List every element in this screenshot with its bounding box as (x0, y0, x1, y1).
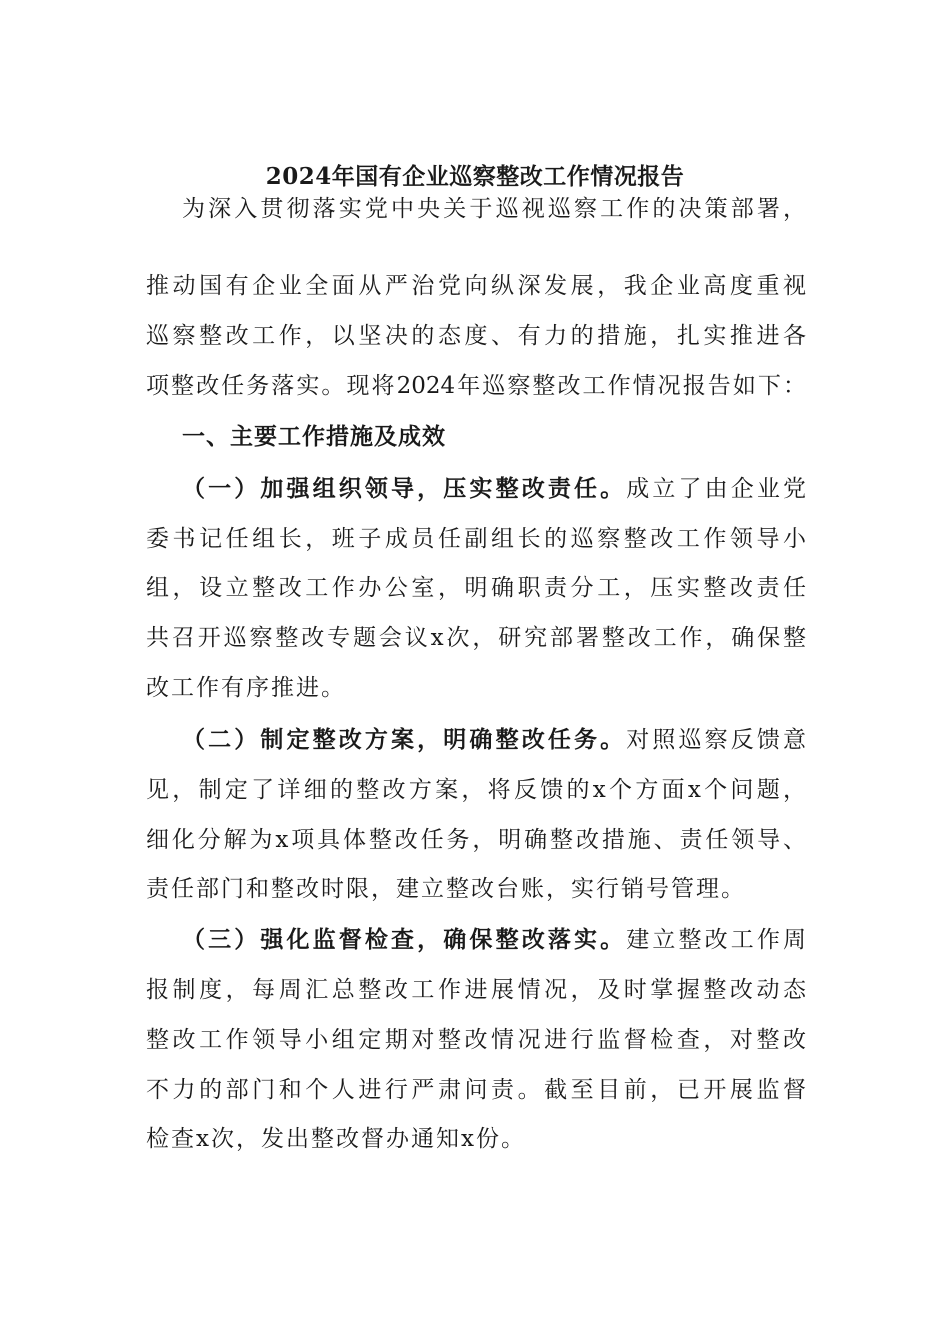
item3-line-3: 整改工作领导小组定期对整改情况进行监督检查，对整改 (146, 1027, 806, 1053)
item3-first-line (182, 918, 806, 962)
item3-lead: （三）强化监督检查，确保整改落实。 (182, 926, 627, 953)
item2-lead: （二）制定整改方案，明确整改任务。 (182, 726, 627, 753)
item1-first-text: 成立了由企业党 (626, 476, 807, 502)
item2-line-4: 责任部门和整改时限，建立整改台账，实行销号管理。 (146, 876, 746, 902)
item2-first-text: 对照巡察反馈意 (626, 727, 807, 753)
intro-line-2: 推动国有企业全面从严治党向纵深发展，我企业高度重视 (146, 273, 806, 299)
document-title: 2024年国有企业巡察整改工作情况报告 (265, 163, 685, 190)
item2-line-3: 细化分解为x项具体整改任务，明确整改措施、责任领导、 (146, 827, 806, 853)
item3-line-4: 不力的部门和个人进行严肃问责。截至目前，已开展监督 (146, 1077, 806, 1103)
item1-line-4: 共召开巡察整改专题会议x次，研究部署整改工作，确保整 (146, 625, 806, 651)
intro-line-1: 为深入贯彻落实党中央关于巡视巡察工作的决策部署， (182, 196, 806, 222)
item1-line-2: 委书记任组长，班子成员任副组长的巡察整改工作领导小 (146, 526, 806, 552)
section-heading: 一、主要工作措施及成效 (182, 423, 446, 450)
item3-line-5: 检查x次，发出整改督办通知x份。 (146, 1126, 526, 1152)
item1-lead: （一）加强组织领导，压实整改责任。 (182, 475, 627, 502)
item1-line-5: 改工作有序推进。 (146, 675, 346, 701)
item3-first-text: 建立整改工作周 (626, 927, 807, 953)
intro-line-4: 项整改任务落实。现将2024年巡察整改工作情况报告如下： (146, 373, 806, 399)
intro-line-3: 巡察整改工作，以坚决的态度、有力的措施，扎实推进各 (146, 323, 806, 349)
item1-first-line (182, 467, 806, 511)
item2-line-2: 见，制定了详细的整改方案，将反馈的x个方面x个问题， (146, 777, 806, 803)
item2-first-line (182, 718, 806, 762)
item1-line-3: 组，设立整改工作办公室，明确职责分工，压实整改责任 (146, 575, 806, 601)
item3-line-2: 报制度，每周汇总整改工作进展情况，及时掌握整改动态 (146, 977, 806, 1003)
